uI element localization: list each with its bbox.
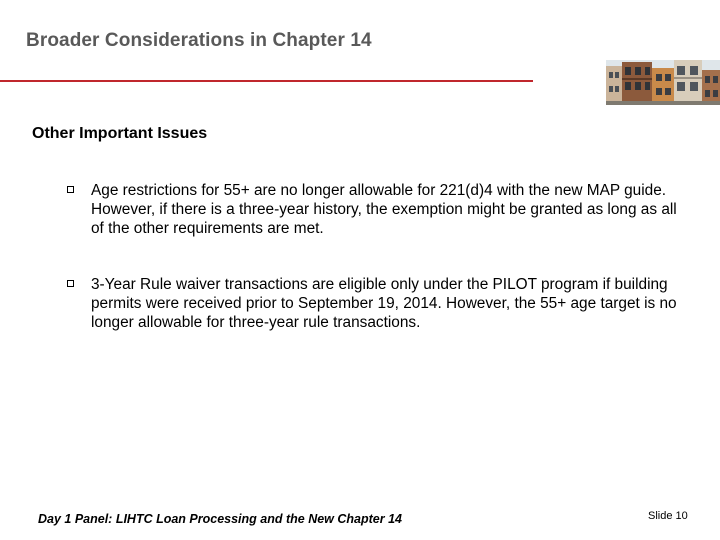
title-divider (0, 80, 533, 82)
footer-session-title: Day 1 Panel: LIHTC Loan Processing and the New Chapter 14 (38, 512, 402, 526)
section-heading: Other Important Issues (32, 125, 208, 142)
hollow-square-bullet-icon (67, 280, 74, 287)
bullet-item: 3-Year Rule waiver transactions are eligible only under the PILOT program if building permits were received prior to September 19, 2014. However, the 55+ age target is no longer allowable for three-year rule transactions. (91, 276, 677, 331)
slide-number: Slide 10 (648, 510, 688, 522)
slide-title: Broader Considerations in Chapter 14 (26, 30, 372, 51)
bullet-item: Age restrictions for 55+ are no longer allowable for 221(d)4 with the new MAP guide. However, if there is a three-year history, the exemption might be granted as long as all of the other requirements are met. (91, 182, 677, 237)
hollow-square-bullet-icon (67, 186, 74, 193)
apartment-building-photo (606, 60, 720, 105)
